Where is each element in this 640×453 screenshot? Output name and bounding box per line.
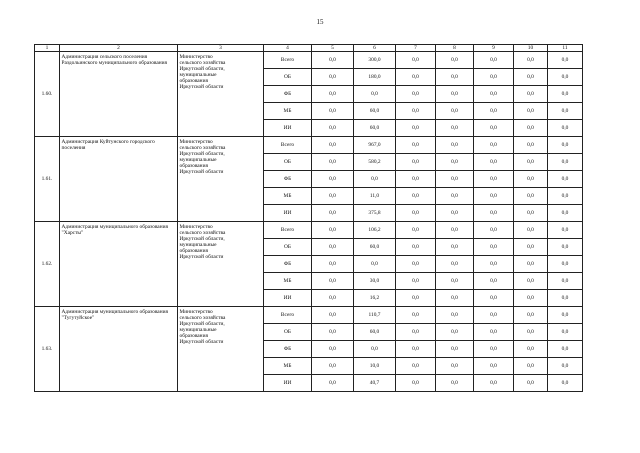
value-cell: 16,2 <box>354 290 396 307</box>
header-cell: 11 <box>548 45 583 52</box>
value-cell: 0,0 <box>396 120 436 137</box>
value-cell: 0,0 <box>514 154 548 171</box>
value-cell: 0,0 <box>474 273 514 290</box>
value-cell: 30,0 <box>354 273 396 290</box>
entry-number: 1.63. <box>35 307 60 392</box>
value-cell: 0,0 <box>514 239 548 256</box>
funding-source: Всего <box>264 307 312 324</box>
value-cell: 0,0 <box>548 154 583 171</box>
header-cell: 7 <box>396 45 436 52</box>
value-cell: 0,0 <box>548 120 583 137</box>
value-cell: 0,0 <box>312 154 354 171</box>
ministry-line: муниципальные <box>179 326 217 333</box>
value-cell: 106,2 <box>354 222 396 239</box>
value-cell: 0,0 <box>396 86 436 103</box>
table-row <box>35 137 583 154</box>
entry-organization: Администрация Куйтунского городского поселения <box>60 137 178 222</box>
value-cell: 0,0 <box>474 222 514 239</box>
value-cell: 580,2 <box>354 154 396 171</box>
funding-source: Всего <box>264 52 312 69</box>
value-cell: 0,0 <box>514 375 548 392</box>
entry-ministry <box>178 137 264 222</box>
value-cell: 0,0 <box>514 86 548 103</box>
funding-source: МБ <box>264 103 312 120</box>
value-cell: 0,0 <box>396 69 436 86</box>
value-cell: 0,0 <box>548 290 583 307</box>
value-cell: 0,0 <box>436 273 474 290</box>
value-cell: 0,0 <box>436 154 474 171</box>
entry-number: 1.62. <box>35 222 60 307</box>
value-cell: 0,0 <box>514 341 548 358</box>
value-cell: 0,0 <box>312 52 354 69</box>
table-body <box>35 52 583 392</box>
ministry-line: Иркутской области, <box>179 150 225 157</box>
value-cell: 0,0 <box>396 307 436 324</box>
ministry-line: Иркутской области, <box>179 320 225 327</box>
funding-source: МБ <box>264 273 312 290</box>
value-cell: 0,0 <box>396 324 436 341</box>
value-cell: 180,0 <box>354 69 396 86</box>
value-cell: 0,0 <box>312 239 354 256</box>
ministry-line: Иркутской области <box>179 253 224 260</box>
value-cell: 0,0 <box>396 188 436 205</box>
value-cell: 0,0 <box>436 239 474 256</box>
funding-source: ИИ <box>264 375 312 392</box>
value-cell: 0,0 <box>396 171 436 188</box>
ministry-line: образования <box>179 247 208 254</box>
ministry-line: образования <box>179 77 208 84</box>
value-cell: 0,0 <box>548 205 583 222</box>
ministry-line: сельского хозяйства <box>179 144 226 151</box>
ministry-line: образования <box>179 332 208 339</box>
entry-number: 1.61. <box>35 137 60 222</box>
value-cell: 0,0 <box>436 120 474 137</box>
value-cell: 40,7 <box>354 375 396 392</box>
value-cell: 300,0 <box>354 52 396 69</box>
value-cell: 0,0 <box>474 188 514 205</box>
value-cell: 0,0 <box>396 52 436 69</box>
entry-organization: Администрация муниципального образования "Тугутуйское" <box>60 307 178 392</box>
value-cell: 0,0 <box>474 256 514 273</box>
funding-source: Всего <box>264 137 312 154</box>
funding-source: ФБ <box>264 171 312 188</box>
value-cell: 0,0 <box>474 171 514 188</box>
value-cell: 0,0 <box>312 290 354 307</box>
funding-source: ФБ <box>264 86 312 103</box>
value-cell: 0,0 <box>548 256 583 273</box>
value-cell: 0,0 <box>474 137 514 154</box>
value-cell: 0,0 <box>474 52 514 69</box>
value-cell: 110,7 <box>354 307 396 324</box>
value-cell: 0,0 <box>436 290 474 307</box>
value-cell: 0,0 <box>514 103 548 120</box>
page-number: 15 <box>316 18 324 26</box>
value-cell: 0,0 <box>312 205 354 222</box>
ministry-line: сельского хозяйства <box>179 314 226 321</box>
value-cell: 0,0 <box>312 137 354 154</box>
ministry-line: Иркутской области, <box>179 235 225 242</box>
funding-source: ИИ <box>264 290 312 307</box>
value-cell: 0,0 <box>436 69 474 86</box>
value-cell: 0,0 <box>548 86 583 103</box>
value-cell: 0,0 <box>396 154 436 171</box>
funding-source: Всего <box>264 222 312 239</box>
value-cell: 60,0 <box>354 103 396 120</box>
value-cell: 375,8 <box>354 205 396 222</box>
value-cell: 0,0 <box>312 324 354 341</box>
table-row <box>35 222 583 239</box>
ministry-line: муниципальные <box>179 71 217 78</box>
value-cell: 0,0 <box>474 69 514 86</box>
value-cell: 0,0 <box>436 205 474 222</box>
entry-organization: Администрация муниципального образования "Харсты" <box>60 222 178 307</box>
ministry-line: Министерство <box>179 308 213 315</box>
value-cell: 0,0 <box>514 205 548 222</box>
value-cell: 0,0 <box>436 86 474 103</box>
value-cell: 0,0 <box>354 86 396 103</box>
value-cell: 0,0 <box>312 273 354 290</box>
value-cell: 0,0 <box>474 358 514 375</box>
value-cell: 60,0 <box>354 120 396 137</box>
value-cell: 0,0 <box>548 188 583 205</box>
funding-source: МБ <box>264 358 312 375</box>
value-cell: 0,0 <box>474 239 514 256</box>
ministry-line: муниципальные <box>179 241 217 248</box>
value-cell: 0,0 <box>474 103 514 120</box>
ministry-line: муниципальные <box>179 156 217 163</box>
value-cell: 0,0 <box>396 205 436 222</box>
value-cell: 0,0 <box>514 120 548 137</box>
ministry-line: Иркутской области, <box>179 65 225 72</box>
value-cell: 0,0 <box>548 103 583 120</box>
value-cell: 0,0 <box>474 205 514 222</box>
ministry-line: Министерство <box>179 138 213 145</box>
value-cell: 0,0 <box>436 103 474 120</box>
funding-source: ФБ <box>264 341 312 358</box>
value-cell: 0,0 <box>396 273 436 290</box>
value-cell: 11,0 <box>354 188 396 205</box>
value-cell: 0,0 <box>514 307 548 324</box>
value-cell: 0,0 <box>514 188 548 205</box>
value-cell: 0,0 <box>514 222 548 239</box>
value-cell: 0,0 <box>396 256 436 273</box>
entry-ministry <box>178 222 264 307</box>
header-cell: 3 <box>178 45 264 52</box>
value-cell: 0,0 <box>548 324 583 341</box>
value-cell: 0,0 <box>436 358 474 375</box>
value-cell: 0,0 <box>474 324 514 341</box>
header-cell: 5 <box>312 45 354 52</box>
value-cell: 0,0 <box>312 375 354 392</box>
value-cell: 0,0 <box>548 307 583 324</box>
value-cell: 0,0 <box>436 307 474 324</box>
value-cell: 0,0 <box>474 307 514 324</box>
value-cell: 0,0 <box>514 52 548 69</box>
value-cell: 0,0 <box>396 103 436 120</box>
value-cell: 0,0 <box>436 188 474 205</box>
value-cell: 0,0 <box>354 171 396 188</box>
value-cell: 0,0 <box>396 239 436 256</box>
value-cell: 0,0 <box>474 120 514 137</box>
value-cell: 0,0 <box>514 358 548 375</box>
value-cell: 60,0 <box>354 324 396 341</box>
entry-ministry <box>178 307 264 392</box>
funding-source: ИИ <box>264 120 312 137</box>
entry-organization: Администрация сельского поселения Раздольинского муниципального образования <box>60 52 178 137</box>
ministry-line: Министерство <box>179 53 213 60</box>
value-cell: 0,0 <box>474 290 514 307</box>
ministry-line: Иркутской области <box>179 83 224 90</box>
header-cell: 2 <box>60 45 178 52</box>
value-cell: 0,0 <box>312 86 354 103</box>
funding-source: ОБ <box>264 239 312 256</box>
value-cell: 967,0 <box>354 137 396 154</box>
value-cell: 0,0 <box>436 341 474 358</box>
value-cell: 0,0 <box>548 358 583 375</box>
value-cell: 0,0 <box>548 341 583 358</box>
value-cell: 0,0 <box>474 154 514 171</box>
value-cell: 0,0 <box>312 120 354 137</box>
value-cell: 0,0 <box>312 341 354 358</box>
value-cell: 0,0 <box>312 188 354 205</box>
entry-ministry <box>178 52 264 137</box>
value-cell: 0,0 <box>548 375 583 392</box>
funding-source: ОБ <box>264 324 312 341</box>
funding-source: ОБ <box>264 154 312 171</box>
value-cell: 0,0 <box>514 290 548 307</box>
funding-source: ФБ <box>264 256 312 273</box>
value-cell: 0,0 <box>548 52 583 69</box>
ministry-line: сельского хозяйства <box>179 59 226 66</box>
funding-source: МБ <box>264 188 312 205</box>
value-cell: 0,0 <box>514 324 548 341</box>
header-cell: 4 <box>264 45 312 52</box>
value-cell: 0,0 <box>396 137 436 154</box>
value-cell: 10,0 <box>354 358 396 375</box>
funding-source: ИИ <box>264 205 312 222</box>
value-cell: 0,0 <box>396 290 436 307</box>
value-cell: 0,0 <box>436 52 474 69</box>
value-cell: 60,0 <box>354 239 396 256</box>
header-cell: 10 <box>514 45 548 52</box>
value-cell: 0,0 <box>436 222 474 239</box>
ministry-line: образования <box>179 162 208 169</box>
value-cell: 0,0 <box>312 358 354 375</box>
header-cell: 6 <box>354 45 396 52</box>
table-row <box>35 52 583 69</box>
value-cell: 0,0 <box>548 239 583 256</box>
value-cell: 0,0 <box>514 69 548 86</box>
ministry-line: Иркутской области <box>179 168 224 175</box>
funding-source: ОБ <box>264 69 312 86</box>
ministry-line: сельского хозяйства <box>179 229 226 236</box>
header-cell: 1 <box>35 45 60 52</box>
header-cell: 9 <box>474 45 514 52</box>
value-cell: 0,0 <box>436 375 474 392</box>
ministry-line: Министерство <box>179 223 213 230</box>
value-cell: 0,0 <box>396 358 436 375</box>
value-cell: 0,0 <box>548 171 583 188</box>
value-cell: 0,0 <box>396 375 436 392</box>
value-cell: 0,0 <box>436 256 474 273</box>
value-cell: 0,0 <box>548 222 583 239</box>
value-cell: 0,0 <box>312 256 354 273</box>
value-cell: 0,0 <box>312 171 354 188</box>
entry-number: 1.60. <box>35 52 60 137</box>
value-cell: 0,0 <box>436 171 474 188</box>
value-cell: 0,0 <box>548 137 583 154</box>
value-cell: 0,0 <box>312 222 354 239</box>
value-cell: 0,0 <box>514 137 548 154</box>
value-cell: 0,0 <box>514 171 548 188</box>
value-cell: 0,0 <box>396 341 436 358</box>
table-row <box>35 307 583 324</box>
value-cell: 0,0 <box>354 256 396 273</box>
value-cell: 0,0 <box>396 222 436 239</box>
value-cell: 0,0 <box>474 375 514 392</box>
value-cell: 0,0 <box>474 341 514 358</box>
value-cell: 0,0 <box>436 324 474 341</box>
value-cell: 0,0 <box>514 273 548 290</box>
value-cell: 0,0 <box>312 307 354 324</box>
header-cell: 8 <box>436 45 474 52</box>
header-row <box>35 45 583 52</box>
value-cell: 0,0 <box>312 69 354 86</box>
value-cell: 0,0 <box>548 69 583 86</box>
value-cell: 0,0 <box>514 256 548 273</box>
value-cell: 0,0 <box>474 86 514 103</box>
value-cell: 0,0 <box>312 103 354 120</box>
budget-table <box>34 44 583 392</box>
value-cell: 0,0 <box>354 341 396 358</box>
ministry-line: Иркутской области <box>179 338 224 345</box>
value-cell: 0,0 <box>548 273 583 290</box>
value-cell: 0,0 <box>436 137 474 154</box>
